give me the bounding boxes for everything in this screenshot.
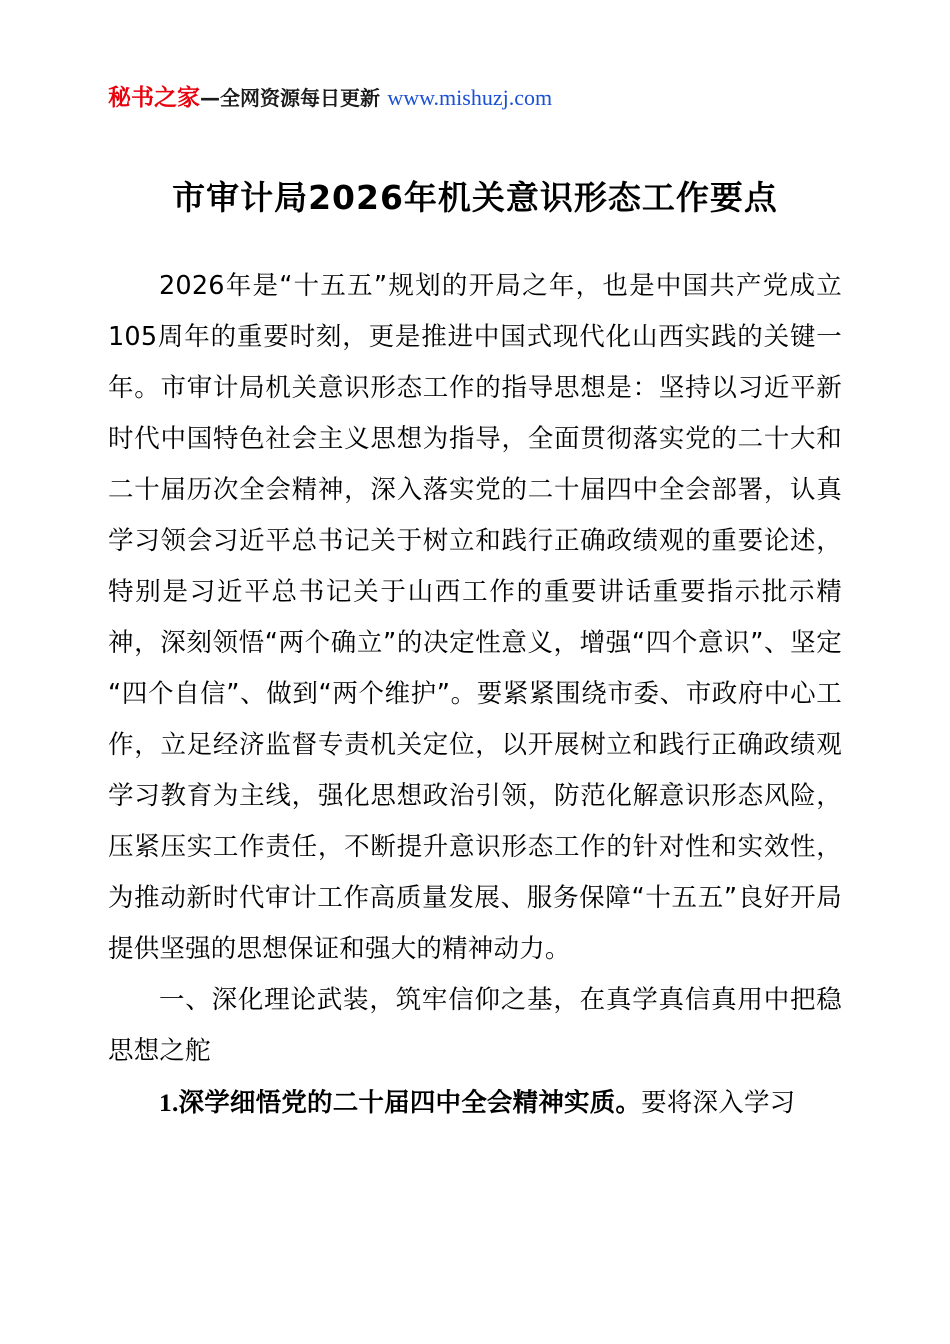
page-title: 市审计局2026年机关意识形态工作要点 <box>172 177 778 217</box>
site-watermark <box>108 0 842 113</box>
paragraph-intro: 2026年是“十五五”规划的开局之年，也是中国共产党成立105周年的重要时刻，更是推进中国式现代化山西实践的关键一年。市审计局机关意识形态工作的指导思想是：坚持以习近平新时代中国特色社会主义思想为指导，全面贯彻落实党的二十大和二十届历次全会精神，深入落实党的二十届四中全会部署，认真学习领会习近平总书记关于树立和践行正确政绩观的重要论述，特别是习近平总书记关于山西工作的重要讲话重要指示批示精神，深刻领悟“两个确立”的决定性意义，增强“四个意识”、坚定“四个自信”、做到“两个维护”。要紧紧围绕市委、市政府中心工作，立足经济监督专责机关定位，以开展树立和践行正确政绩观学习教育为主线，强化思想政治引领，防范化解意识形态风险，压紧压实工作责任，不断提升意识形态工作的针对性和实效性，为推动新时代审计工作高质量发展、服务保障“十五五”良好开局提供坚强的思想保证和强大的精神动力。 <box>108 270 842 964</box>
item-number: 1. <box>159 1087 179 1117</box>
item-trailing-text: 要将深入学习 <box>641 1087 796 1118</box>
watermark-url[interactable]: www.mishuzj.com <box>387 85 553 110</box>
watermark-tagline: —全网资源每日更新 <box>200 86 380 110</box>
document-body <box>108 261 842 1129</box>
paragraph-section-item <box>108 1077 842 1129</box>
watermark-brand: 秘书之家 <box>108 84 200 111</box>
paragraph-section-heading: 一、深化理论武装，筑牢信仰之基，在真学真信真用中把稳思想之舵 <box>108 984 842 1066</box>
item-bold-lead: 深学细悟党的二十届四中全会精神实质。 <box>178 1087 642 1118</box>
